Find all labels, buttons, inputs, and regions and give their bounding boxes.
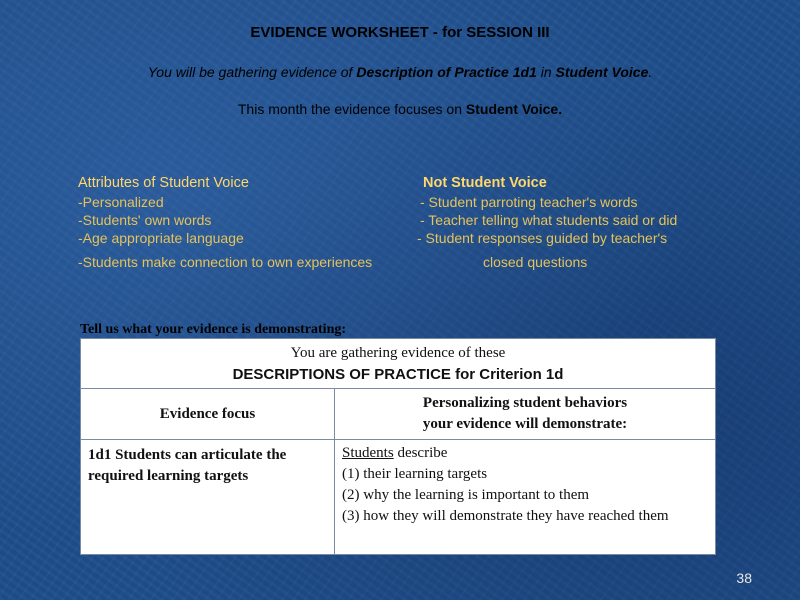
subtitle-middle: in: [536, 64, 556, 80]
table-caption-line1: You are gathering evidence of these: [290, 344, 506, 361]
table-header-cell: [81, 389, 335, 440]
behavior-line: (2) why the learning is important to them: [342, 487, 590, 503]
subtitle-practice: Description of Practice 1d1: [356, 64, 537, 80]
behavior-lead: [342, 443, 709, 464]
header-evidence-focus: Evidence focus: [159, 405, 256, 422]
table-caption-line2: DESCRIPTIONS OF PRACTICE for Criterion 1d: [232, 365, 564, 383]
subtitle-suffix: .: [648, 64, 653, 80]
attributes-heading: Attributes of Student Voice: [78, 175, 249, 191]
subtitle-month-focus: [0, 101, 800, 117]
subtitle-gathering: [0, 64, 800, 80]
not-attribute-item: - Teacher telling what students said or did: [420, 212, 678, 228]
header-behaviors-line2: your evidence will demonstrate:: [422, 416, 628, 432]
subtitle-prefix: You will be gathering evidence of: [147, 64, 357, 80]
behavior-line: (1) their learning targets: [342, 466, 488, 482]
table-cell-evidence: [81, 440, 335, 555]
page-title: EVIDENCE WORKSHEET - for SESSION III: [250, 24, 550, 41]
behavior-lead-rest: describe: [393, 445, 448, 461]
page-number: 38: [736, 570, 752, 586]
attribute-item: -Students make connection to own experiences: [78, 254, 373, 270]
not-student-voice-heading: Not Student Voice: [423, 175, 547, 191]
not-attribute-item: - Student responses guided by teacher's: [417, 230, 668, 246]
header-behaviors-line1: Personalizing student behaviors: [422, 395, 628, 411]
attribute-item: -Age appropriate language: [78, 230, 244, 246]
not-attribute-item: - Student parroting teacher's words: [420, 194, 638, 210]
behavior-line: (3) how they will demonstrate they have reached them: [342, 508, 669, 524]
subtitle2-bold: Student Voice.: [465, 101, 563, 117]
evidence-item: 1d1 Students can articulate the required learning targets: [88, 447, 287, 484]
criterion-table: [80, 338, 716, 555]
behavior-lead-underlined: Students: [342, 445, 394, 461]
tell-us-prompt: Tell us what your evidence is demonstrating:: [80, 322, 347, 337]
table-header-cell: [335, 389, 716, 440]
table-cell-behaviors: [335, 440, 716, 555]
subtitle2-prefix: This month the evidence focuses on: [237, 101, 466, 117]
attribute-item: -Students' own words: [78, 212, 212, 228]
not-attribute-item: closed questions: [483, 254, 588, 270]
attribute-item: -Personalized: [78, 194, 164, 210]
table-caption: [81, 339, 716, 389]
subtitle-focus: Student Voice: [555, 64, 649, 80]
